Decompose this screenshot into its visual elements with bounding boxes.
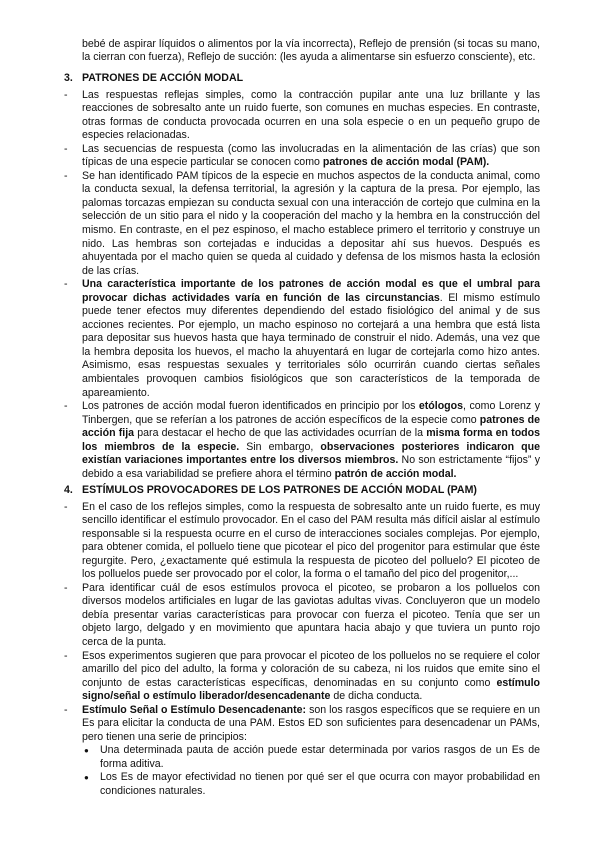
principle-item: ● Los Es de mayor efectividad no tienen por qué ser el que ocurra con mayor probabilidad en condiciones naturales.: [80, 771, 540, 798]
s3-b4-text: . El mismo estímulo puede tener efectos muy diferentes dependiendo del estado fisiológico del animal y de sus acciones recientes. Por ejemplo, un macho espinoso no cortejará a una hembra que está lista para depositar sus huevos hasta que haya terminado de construir el nido. Además, una vez que la hembra deposita los huevos, el macho la ahuyentará en lugar de cortejarla como hizo antes. Asimismo, esas respuestas sexuales y territoriales sólo ocurrirán cuando ciertas señales ambientales provoquen cambios fisiológicos que son característicos de la temporada de apareamiento.: [82, 291, 541, 399]
section-4-item-3: [64, 650, 540, 704]
principles-list: [64, 744, 540, 798]
s3-b5-b5: patrón de acción modal.: [334, 467, 457, 480]
s3-b5-b2: patrones de acción fija: [82, 413, 541, 440]
s3-b5-b3: misma forma en todos los miembros de la especie.: [82, 427, 540, 453]
s3-b5-b4: observaciones posteriores indicaron que existían variaciones importantes entre los diversos miembros.: [82, 440, 540, 467]
s3-b5-t2: , como Lorenz y Tinbergen, que se referían a los patrones de acción específicos de la especie como: [82, 400, 540, 426]
s3-b5-t3: para destacar el hecho de que las actividades ocurrían de la: [134, 427, 427, 440]
s3-b4-bold: Una característica importante de los patrones de acción modal es que el umbral para provocar dichas actividades varía en función de las circunstancias: [82, 278, 540, 304]
section-4-item-4: [64, 704, 540, 745]
section-3-title: PATRONES DE ACCIÓN MODAL: [82, 72, 244, 84]
section-3-heading: [64, 72, 540, 86]
s4-b4-bold: Estímulo Señal o Estímulo Desencadenante:: [82, 703, 307, 716]
s3-b5-b1: etólogos: [418, 400, 464, 413]
s3-b5-t5: No son estrictamente “fijos” y debido a esa variabilidad se prefiere ahora el término: [82, 454, 540, 480]
section-4-title: ESTÍMULOS PROVOCADORES DE LOS PATRONES DE ACCIÓN MODAL (PAM): [82, 484, 477, 496]
s3-b2-text: Las secuencias de respuesta (como las involucradas en la alimentación de las crías) que son típicas de una especie particular se conocen como: [82, 142, 540, 169]
section-3-item-4: [64, 278, 540, 400]
s4-b3-bold: estímulo signo/señal o estímulo liberador/desencadenante: [82, 676, 540, 703]
section-4-number: 4.: [64, 484, 73, 496]
section-4-item-1: - En el caso de los reflejos simples, como la respuesta de sobresalto ante un ruido fuerte, es muy sencillo identificar el estímulo provocador. En el caso del PAM resulta más difícil aislar al estímulo responsable si la respuesta ocurre en el curso de interacciones sociales complejas. Por ejemplo, para obtener comida, el polluelo tiene que picotear el pico del progenitor para estimular que éste regurgite. Pero, ¿exactamente qué estimula la respuesta de picoteo del polluelo? El picoteo de los polluelos puede ser provocado por el color, la forma o el tamaño del pico del progenitor,...: [64, 501, 540, 582]
section-3-item-3: - Se han identificado PAM típicos de la especie en muchos aspectos de la conducta animal, como la conducta sexual, la defensa territorial, la agresión y la captura de la presa. Por ejemplo, las palomas torcazas empiezan su conducta sexual con una interacción de cortejo que culmina en la selección de un sitio para el nido y la cooperación del macho y la hembra en la construcción del mismo. En contraste, en el pez espinoso, el macho establece primero el territorio y construye un nido. Las hembras son cortejadas e inducidas a depositar ahí sus huevos. Después es ahuyentada por el macho quien se queda al cuidado y defensa de los mismos hasta la eclosión de las crías.: [64, 170, 540, 278]
s3-b5-t1: Los patrones de acción modal fueron identificados en principio por los: [82, 400, 419, 413]
s4-b3-text: Esos experimentos sugieren que para provocar el picoteo de los polluelos no se requiere el color amarillo del pico del adulto, la forma y coloración de su cabeza, ni los ruidos que emite sino el conjunto de estas características específicas, denominadas en su conjunto como: [82, 649, 540, 689]
s4-b4-text: son los rasgos específicos que se requiere en un Es para elicitar la conducta de una PAM. Estos ED son suficientes para desencadenar un PAMs, pero tienen una serie de principios:: [82, 703, 541, 743]
section-3-item-1: - Las respuestas reflejas simples, como la contracción pupilar ante una luz brillante y las reacciones de sobresalto ante un ruido fuerte, son comunes en muchas especies. En contraste, otras formas de conducta provocada ocurren en una sola especie o en un pequeño grupo de especies relacionadas.: [64, 89, 540, 143]
section-4-heading: [64, 484, 540, 498]
section-3-number: 3.: [64, 72, 73, 84]
section-3-item-5: [64, 400, 540, 481]
principle-item: ● Una determinada pauta de acción puede estar determinada por varios rasgos de un Es de forma aditiva.: [80, 744, 540, 771]
s4-b3-post: de dicha conducta.: [330, 690, 423, 703]
section-3-item-2: [64, 143, 540, 170]
section-3: [64, 72, 540, 481]
s3-b2-bold: patrones de acción modal (PAM).: [322, 156, 490, 169]
section-4-item-2: - Para identificar cuál de esos estímulos provoca el picoteo, se probaron a los polluelos con diversos modelos artificiales en lugar de las gaviotas adultas vivas. Concluyeron que un modelo debía presentar varias características para provocar con fuerza el picoteo. Tenía que ser un objeto largo, delgado y en movimiento que apuntara hacia abajo y que tuviera un punto rojo cerca de la punta.: [64, 582, 540, 650]
s3-b5-t4: Sin embargo,: [239, 440, 321, 453]
section-4: [64, 484, 540, 799]
intro-paragraph: bebé de aspirar líquidos o alimentos por la vía incorrecta), Reflejo de prensión (si tocas su mano, la cierran con fuerza), Reflejo de succión: (les ayuda a alimentarse sin esfuerzo consciente), etc.: [82, 37, 540, 64]
